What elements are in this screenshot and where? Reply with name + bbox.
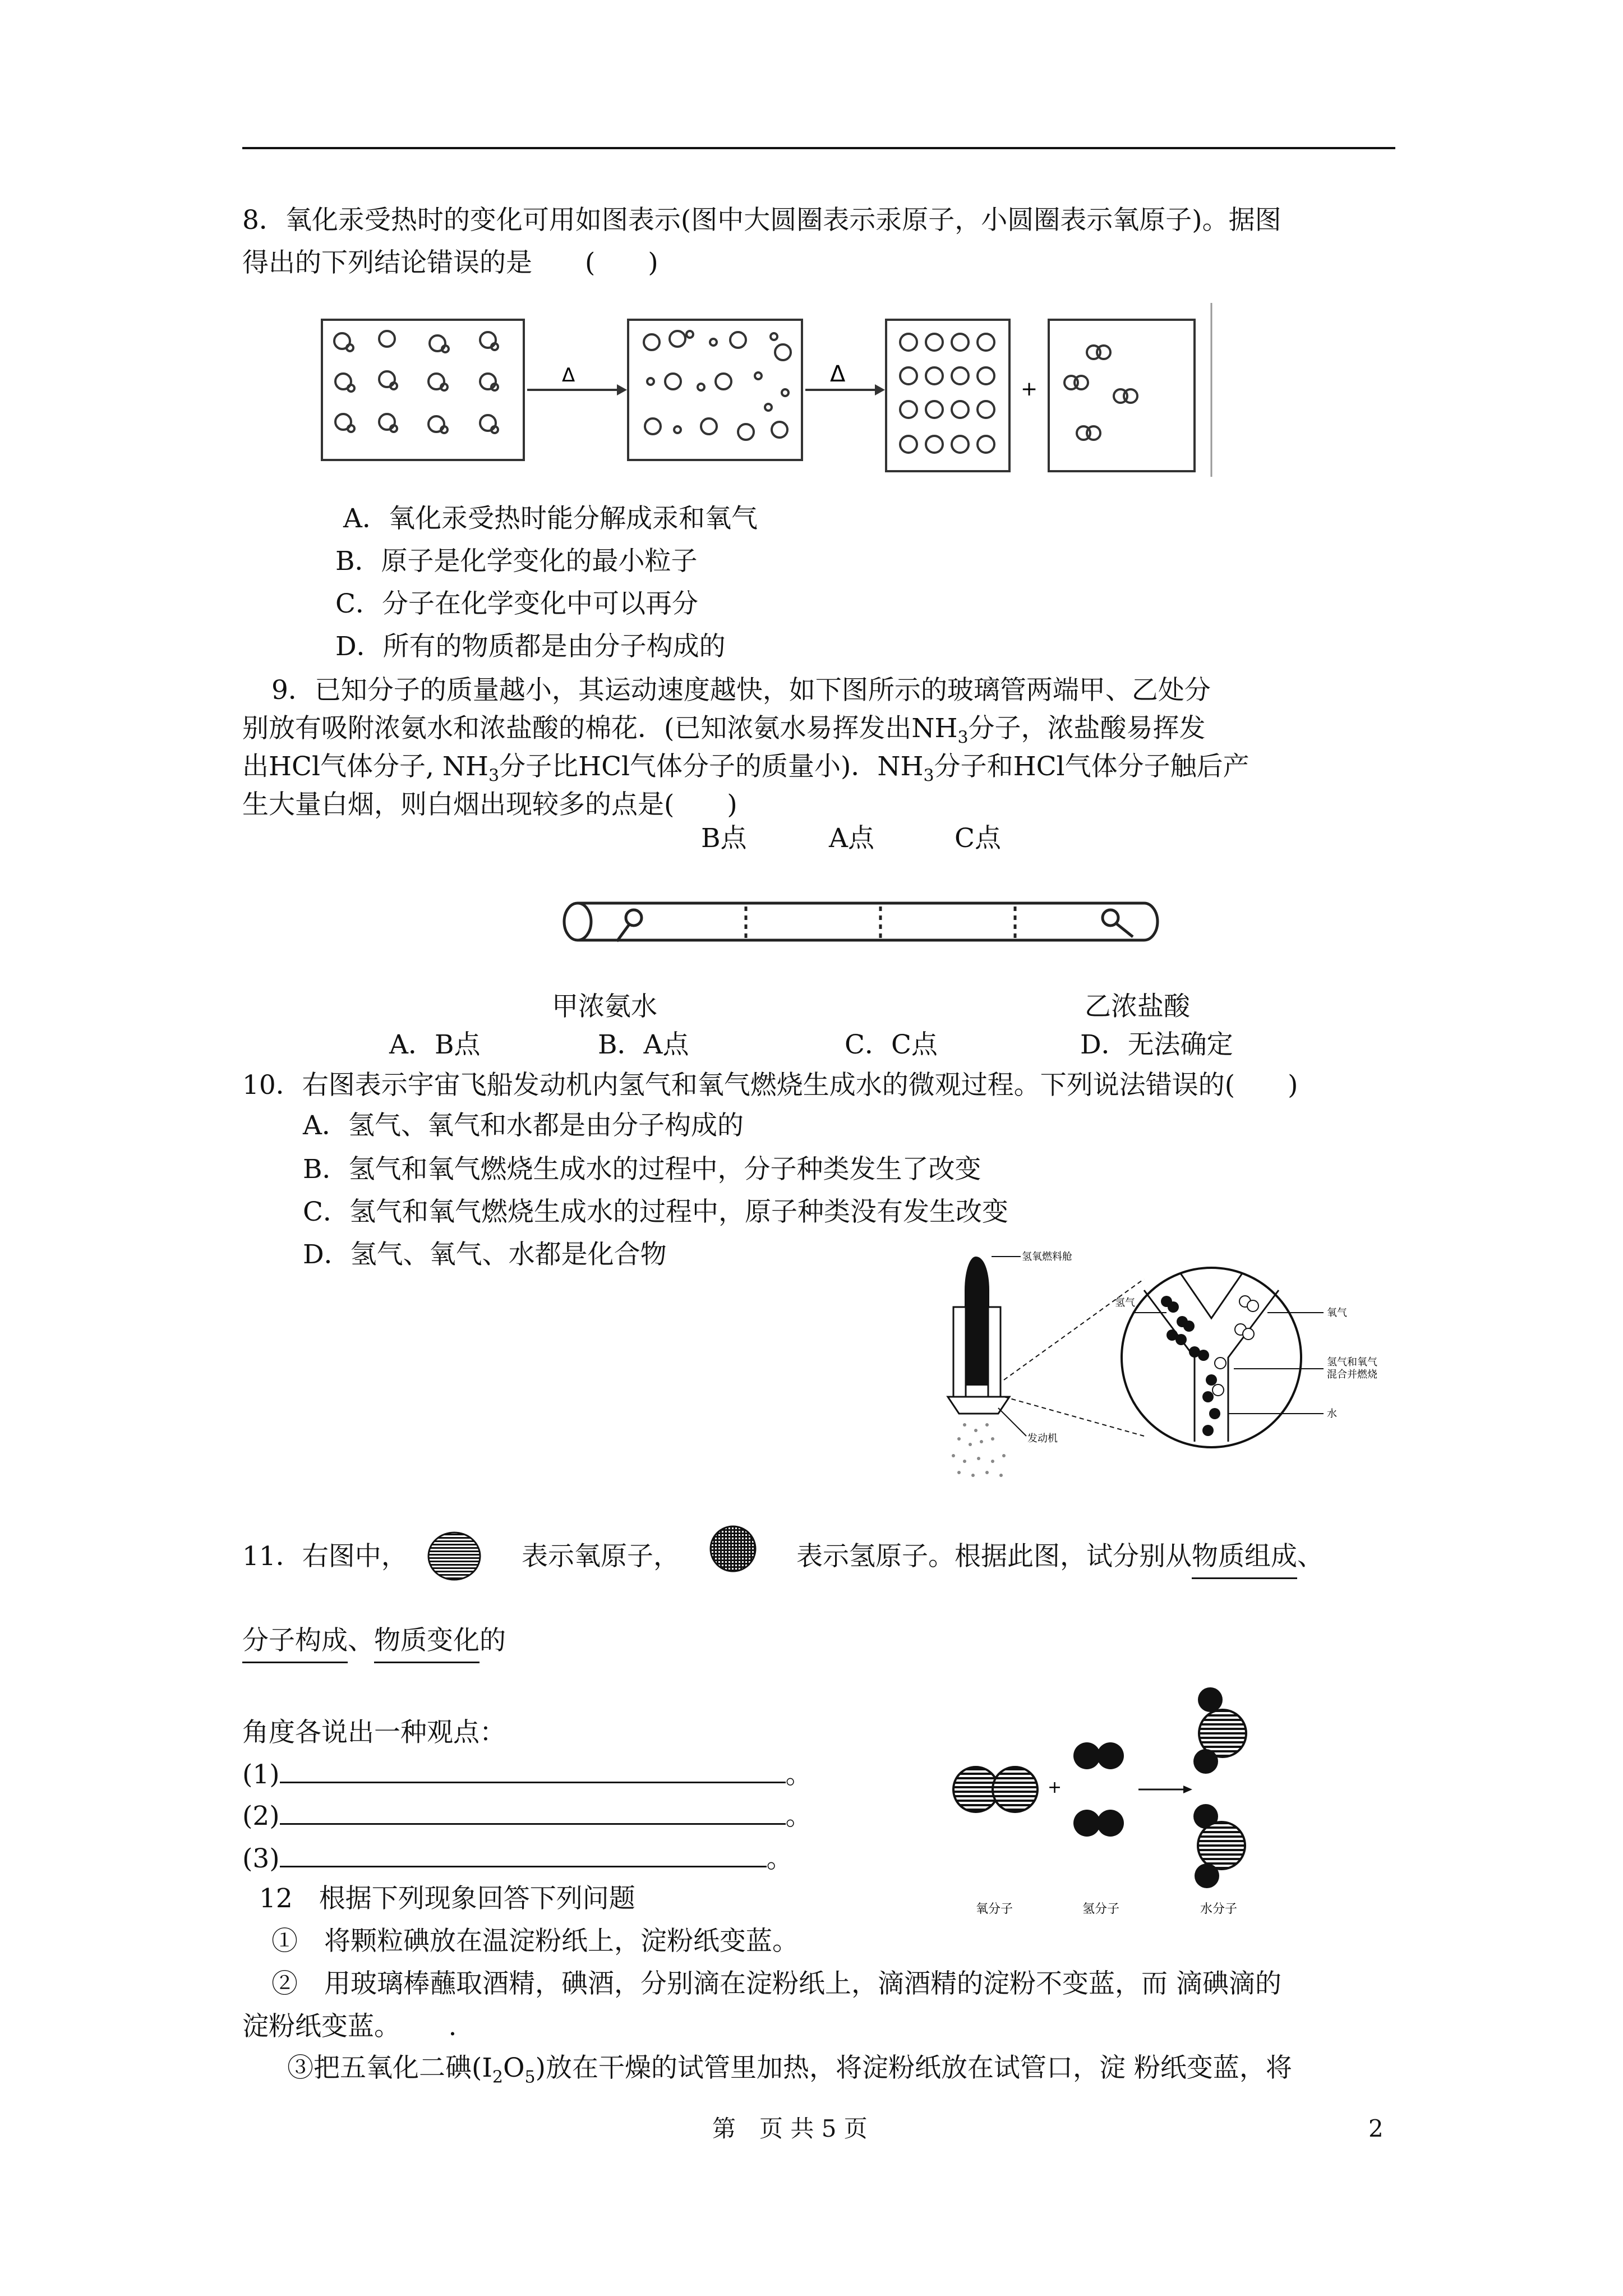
- q9-option-b: B．A点: [598, 1029, 689, 1060]
- answer-blank-2[interactable]: [280, 1795, 786, 1825]
- q10-option-d: D．氢气、氧气、水都是化合物: [303, 1239, 667, 1270]
- q12-item-1: ① 将颗粒碘放在温淀粉纸上，淀粉纸变蓝。: [271, 1926, 799, 1957]
- point-c-label: C点: [955, 823, 1001, 854]
- svg-text:Δ: Δ: [562, 364, 575, 386]
- q9-option-d: D．无法确定: [1080, 1029, 1233, 1060]
- footer-page-info: 第 页 共 5 页: [712, 2115, 868, 2142]
- jia-ammonia-label: 甲浓氨水: [552, 991, 657, 1022]
- oxygen-atom-icon: [426, 1527, 482, 1583]
- svg-text:氢分子: 氢分子: [1082, 1902, 1120, 1916]
- q9-stem-line1: 9．已知分子的质量越小，其运动速度越快，如下图所示的玻璃管两端甲、乙处分: [271, 675, 1211, 706]
- q9-glass-tube-diagram: [555, 891, 1172, 953]
- svg-text:混合并燃烧: 混合并燃烧: [1327, 1369, 1377, 1381]
- answer-blank-3[interactable]: [280, 1838, 767, 1867]
- header-rule: [242, 147, 1395, 149]
- q8-option-a: A．氧化汞受热时能分解成汞和氧气: [343, 503, 758, 534]
- yi-hydrochloric-label: 乙浓盐酸: [1085, 991, 1190, 1022]
- q8-option-c: C．分子在化学变化中可以再分: [335, 588, 698, 619]
- q9-option-a: A．B点: [389, 1029, 481, 1060]
- q11-answer-1: (1) 。: [242, 1754, 812, 1796]
- q8-option-b: B．原子是化学变化的最小粒子: [335, 546, 698, 577]
- q12-item-3: ③把五氧化二碘$(I_2O_5)$放在干燥的试管里加热，将淀粉纸放在试管口，淀 粉纸变蓝，将: [287, 2053, 1292, 2087]
- svg-text:水分子: 水分子: [1200, 1902, 1238, 1916]
- q9-stem-line3: 出HCl气体分子, $NH_3$分子比HCl气体分子的质量小)．$NH_3$分子和HCl气体分子触后产: [242, 751, 1249, 786]
- q9-option-c: C．C点: [845, 1029, 938, 1060]
- point-a-label: A点: [829, 823, 874, 854]
- point-b-label: B点: [701, 823, 747, 854]
- svg-text:+: +: [1021, 378, 1038, 401]
- q11-line1-c: 表示氢原子。根据此图，试分别从物质组成、: [796, 1536, 1324, 1579]
- q8-option-d: D．所有的物质都是由分子构成的: [335, 631, 726, 662]
- q12-item-2-line1: ② 用玻璃棒蘸取酒精，碘酒，分别滴在淀粉纸上，滴酒精的淀粉不变蓝，而 滴碘滴的: [271, 1968, 1281, 1999]
- q11-water-formation-diagram: [942, 1683, 1256, 1918]
- q10-option-a: A．氢气、氧气和水都是由分子构成的: [303, 1110, 744, 1141]
- footer-page-number: 2: [1368, 2115, 1384, 2142]
- svg-text:氢气和氧气: 氢气和氧气: [1327, 1356, 1377, 1368]
- q11-line2: 分子构成、物质变化的: [242, 1620, 506, 1663]
- svg-text:氢气: 氢气: [1115, 1297, 1135, 1309]
- q10-stem: 10．右图表示宇宙飞船发动机内氢气和氧气燃烧生成水的微观过程。下列说法错误的( ): [242, 1070, 1298, 1101]
- q10-option-b: B．氢气和氧气燃烧生成水的过程中，分子种类发生了改变: [303, 1154, 981, 1185]
- q12-item-2-line2: 淀粉纸变蓝。 .: [242, 2011, 457, 2042]
- q11-line3: 角度各说出一种观点：: [242, 1717, 506, 1748]
- svg-text:+: +: [1048, 1778, 1062, 1797]
- q8-stem-line1: 8．氧化汞受热时的变化可用如图表示(图中大圆圈表示汞原子，小圆圈表示氧原子)。据图: [242, 205, 1281, 236]
- q8-mercury-oxide-diagram: [303, 297, 1223, 488]
- answer-blank-1[interactable]: [280, 1754, 786, 1783]
- svg-text:Δ: Δ: [830, 361, 846, 387]
- svg-text:发动机: 发动机: [1027, 1433, 1058, 1444]
- q10-rocket-engine-diagram: [931, 1245, 1413, 1481]
- svg-text:水: 水: [1327, 1408, 1337, 1420]
- q11-line1-b: 表示氧原子，: [522, 1541, 680, 1572]
- svg-text:氧分子: 氧分子: [976, 1902, 1013, 1916]
- q8-stem-line2: 得出的下列结论错误的是 ( ): [242, 247, 658, 278]
- q9-stem-line4: 生大量白烟，则白烟出现较多的点是( ): [242, 789, 737, 820]
- q12-stem: 12 根据下列现象回答下列问题: [259, 1883, 635, 1914]
- hydrogen-atom-icon: [708, 1524, 758, 1574]
- svg-text:氧气: 氧气: [1327, 1307, 1347, 1319]
- q9-stem-line2: 别放有吸附浓氨水和浓盐酸的棉花．(已知浓氨水易挥发出$NH_3$分子，浓盐酸易挥发: [242, 713, 1206, 748]
- q11-line1-a: 11．右图中，: [242, 1541, 408, 1572]
- svg-text:氢氧燃料舱: 氢氧燃料舱: [1022, 1251, 1072, 1263]
- q11-answer-2: (2) 。: [242, 1795, 812, 1837]
- q10-option-c: C．氢气和氧气燃烧生成水的过程中，原子种类没有发生改变: [303, 1197, 1008, 1227]
- q11-answer-3: (3) 。: [242, 1838, 793, 1880]
